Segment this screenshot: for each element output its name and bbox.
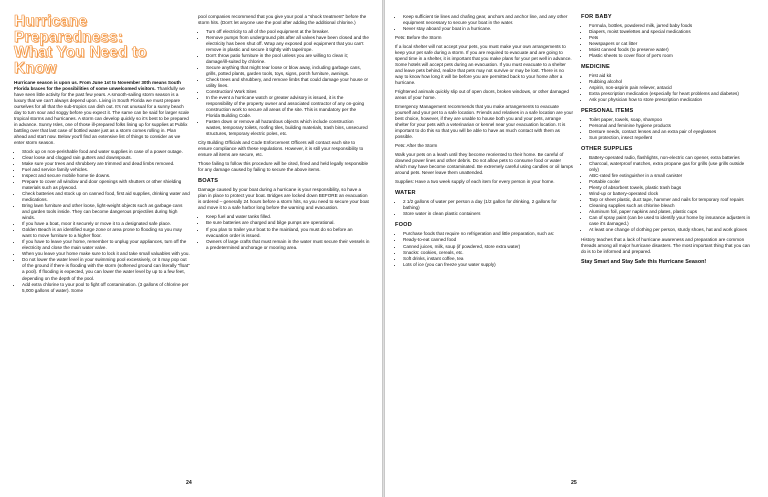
list-item: • Extra prescription medication (especially for heart problems and diabetes) (589, 91, 755, 97)
pets-paragraph-2: Frightened animals quickly slip out of open doors, broken windows, or other damaged areas of your home. (395, 89, 569, 101)
code-paragraph: City Building Officials and Code Enforcement Officers will contact each site to ensure compliance with these regulations. However, it is still your responsibility to ensure all items are secure, etc. (198, 140, 364, 158)
pets-after-paragraph: Walk your pets on a leash until they become reoriented to their home. Be careful of downed power lines and other debris. Do not allow pets to consume food or water which may have become contaminated. Be extremely careful using candles or oil lamps around pets. Never leave them unattended. (395, 152, 573, 176)
list-item: • Aspirin, non-aspirin pain reliever, antacid (589, 85, 755, 91)
left-column-1 (14, 14, 190, 297)
list-item: • Toilet paper, towels, soap, shampoo (589, 117, 755, 123)
list-item: • Clear loose and clogged rain gutters and downspouts. (22, 155, 190, 161)
list-item: • Pets (589, 35, 755, 41)
list-item: • Newspapers or cat litter (589, 41, 755, 47)
list-item: • Golden Beach is an identified surge zone or area prone to flooding so you may want to move furniture to a higher floor. (22, 227, 190, 239)
list-item: • Snacks: cookies, cereals, etc. (403, 250, 573, 256)
pets-paragraph-3: Emergency Management recommends that you make arrangements to evacuate yourself and your pet to a safe location. Friends and relatives in a safe location are your best choice, however, if they are unable to house both you and your pets, arrange shelter for your pets with a veterinarian or kennel near your evacuation location. It is important to do this so that you will be able to have as much contact with them as possible. (395, 104, 573, 140)
list-item: • Owners of large crafts that must remain in the water must secure their vessels in a predetermined anchorage or mooring area. (206, 239, 370, 251)
list-item: • Battery-operated radio, flashlights, non-electric can opener, extra batteries (589, 155, 755, 161)
intro-paragraph (14, 80, 190, 146)
list-item: • Construction/ Work Sites (206, 89, 370, 95)
list-item: • Personal and feminine hygiene products (589, 123, 755, 129)
list-item: • Never stay aboard your boat in a hurricane. (403, 26, 573, 32)
pool-list (198, 29, 370, 137)
list-item: • Be sure batteries are charged and bilge pumps are operational. (206, 220, 370, 226)
baby-heading: FOR BABY (581, 14, 612, 20)
list-item: • Plastic sheets to cover floor of pet's room (589, 53, 755, 59)
personal-items-list (581, 117, 755, 141)
list-item: • Keep fuel and water tanks filled. (206, 214, 370, 220)
medicine-heading: MEDICINE (581, 64, 610, 71)
list-item: • Ask your physician how to store prescription medication (589, 97, 755, 103)
list-item: • Lots of ice (you can freeze your water supply) (403, 262, 573, 268)
list-item: • If you have to leave your home, remember to unplug your appliances, turn off the electricity and close the main water valve. (22, 239, 190, 251)
left-page (0, 0, 382, 497)
intro-rest: Thankfully we have seen little activity for the past few years. A smooth-sailing storm season is a luxury that we can't always depend upon. Living in South Florida we must prepare ourselves for all that the sub-tropics can dish out. It's not unusual for a sunny beach day to turn sour and soggy before you expect it. The same can be said for larger scale tropical storms and hurricanes. A storm can develop quickly so it's best to be prepared in advance. Sunny Isles, one of those ill-prepared folks lining up for supplies at Publix battling over that last case of bottled water just as a storm comes rolling in. Plan ahead and start now. Below you'll find an extensive list of things to consider as we enter storm season. (14, 86, 190, 146)
citation-paragraph: Those failing to follow this procedure will be cited, fined and held legally responsible for any damage caused by failing to secure the above items. (198, 161, 369, 173)
list-item: • Rubbing alcohol (589, 79, 755, 85)
list-item: • Formula, bottles, powdered milk, jarred baby foods (589, 23, 755, 29)
list-item: • Keep sufficient tie lines and chafing gear, anchors and anchor line, and any other equipment necessary to secure your boat in the water. (403, 14, 573, 26)
list-item: • Prepare to cover all window and door openings with shutters or other shielding materials such as plywood. (22, 179, 190, 191)
other-supplies-heading: OTHER SUPPLIES (581, 146, 633, 153)
pets-after-heading: Pets: After the Storm (395, 143, 438, 149)
history-paragraph: History teaches that a lack of hurricane awareness and preparation are common threads among all major hurricane disasters. The most important thing that you can do is to be informed and prepared. (581, 236, 750, 254)
list-item: • Sun protection, insect repellent (589, 135, 755, 141)
list-item: • Inspect and secure mobile home tie downs. (22, 173, 190, 179)
page-number-right: 25 (571, 480, 577, 486)
list-item: • Fasten down or remove all hazardous objects which include construction wastes, temporary toilets, roofing tiles, building materials, trash bins, unsecured structures, temporary electric poles, etc. (206, 119, 370, 137)
list-item: • Secure anything that might tear loose or blow away, including garbage cans, grills, potted plants, garden tools, toys, signs, porch furniture, awnings. (206, 65, 370, 77)
list-item: • Cleaning supplies such as chlorine bleach (589, 203, 755, 209)
list-item: • Wind-up or battery-operated clock (589, 191, 755, 197)
list-item: • In the event a hurricane watch or greater advisory is issued, it is the responsibility of the property owner and associated contractor of any on-going construction work to secure all areas of the site. This is mandatory per the Florida Building Code. (206, 95, 370, 119)
pets-before-heading: Pets: Before the Storm (395, 35, 442, 41)
list-item: • Don't throw patio furniture in the pool unless you are willing to clean it; damage/ill-suited by chlorine. (206, 53, 370, 65)
list-item: • Charcoal, waterproof matches, extra propane gas for grills (use grills outside only) (589, 161, 755, 173)
boats-heading: BOATS (198, 178, 219, 185)
list-item: • Store water in clean plastic containers (403, 211, 573, 217)
list-item: • First aid kit (589, 73, 755, 79)
list-item: • Can of spray paint (can be used to identify your home by insurance adjusters in case it's damaged.) (589, 215, 755, 227)
list-item: • Make sure your trees and shrubbery are trimmed and dead limbs removed. (22, 161, 190, 167)
list-item: • Canned juices, milk, soup (if powdered, store extra water) (403, 244, 573, 250)
page-number-left: 24 (186, 480, 192, 486)
title-line-2: What You Need to Know (14, 44, 147, 77)
list-item: • Add extra chlorine to your pool to fight off contamination. (3 gallons of chlorine per 5,000 gallons of water). Some (22, 282, 190, 294)
pool-continued: pool companies recommend that you give your pool a "shock treatment" before the storm hits. (Don't let anyone use the pool after adding the additional chlorine.) (198, 14, 367, 26)
list-item: • Diapers, moist towelettes and special medications (589, 29, 755, 35)
closing-line: Stay Smart and Stay Safe this Hurricane Season! (581, 258, 707, 265)
pets-paragraph-1: If a local shelter will not accept your pets, you must make your own arrangements to keep your pet safe during a storm. If you are required to evacuate and are going to spend time in a shelter, it is important that you make plans for your pet well in advance. Some hotels will accept pets during an evacuation. If you must evacuate to a shelter and leave pets behind, realize that pets may not survive or may be lost. There is no way to know how long it will be before you are permitted back to your home after a hurricane. (395, 44, 572, 86)
intro-bold: Hurricane season is upon us. From June 1st to November 30th means South Florida braces for the possibilities of some unwelcomed visitors. (14, 80, 181, 92)
other-supplies-list (581, 155, 755, 233)
personal-items-heading: PERSONAL ITEMS (581, 108, 634, 115)
boats-paragraph: Damage caused by your boat during a hurricane is your responsibility, so have a plan in place to protect your boat. Bridges are locked down BEFORE an evacuation is ordered – generally 24 hours before a storm hits, so you need to secure your boat and move it to a safe harbor long before the warning and evacuation. (198, 187, 369, 211)
list-item: • ABC-rated fire extinguisher in a small canister (589, 173, 755, 179)
list-item: • Purchase foods that require no refrigeration and little preparation, such as: (403, 231, 573, 237)
right-column-1 (395, 14, 573, 271)
boat-gear-list (395, 14, 573, 32)
food-list (395, 231, 573, 267)
list-item: • Remove pumps from underground pits after all valves have been closed and the electricity has been shut off. Wrap any exposed pool equipment that you can't remove in plastic and secure it tightly with tape/rope. (206, 35, 370, 53)
medicine-list (581, 73, 755, 103)
boats-list (198, 214, 370, 250)
list-item: • At least one change of clothing per person, sturdy shoes, hat and work gloves (589, 227, 755, 233)
list-item: • Fuel and service family vehicles. (22, 167, 190, 173)
list-item: • Do not lower the water level in your swimming pool excessively, or it may pop out of the ground if there is flooding with the storm (softened ground can literally "float" a pool). If flooding is expected, you can lower the water level by up to a few feet, depending on the depth of the pool. (22, 257, 190, 281)
right-page (385, 0, 768, 497)
list-item: • 2 1/2 gallons of water per person a day (1/2 gallon for drinking, 2 gallons for bathing) (403, 199, 573, 211)
list-item: • Tarp or sheet plastic, duct tape, hammer and nails for temporary roof repairs (589, 197, 755, 203)
supplies-paragraph: Supplies: Have a two week supply of each item for every person in your home. (395, 179, 555, 185)
water-list (395, 199, 573, 217)
food-heading: FOOD (395, 222, 412, 229)
right-column-2 (581, 14, 755, 265)
list-item: • Turn off electricity to all of the pool equipment at the breaker. (206, 29, 370, 35)
list-item: • Check batteries and stock up on canned food, first aid supplies, drinking water and medications. (22, 191, 190, 203)
list-item: • Portable cooler (589, 179, 755, 185)
baby-list (581, 23, 755, 59)
list-item: • If you plan to trailer your boat to the mainland, you must do so before an evacuation order is issued. (206, 227, 370, 239)
list-item: • Denture needs, contact lenses and an extra pair of eyeglasses (589, 129, 755, 135)
list-item: • When you leave your home make sure to lock it and take small valuables with you. (22, 251, 190, 257)
list-item: • Ready-to-eat canned food (403, 237, 573, 243)
list-item: • If you have a boat, moor it securely or move it to a designated safe place. (22, 221, 190, 227)
list-item: • Aluminum foil, paper napkins and plates, plastic cups (589, 209, 755, 215)
list-item: • Bring lawn furniture and other loose, light-weight objects such as garbage cans and garden tools inside. They can become dangerous projectiles during high winds. (22, 203, 190, 221)
water-heading: WATER (395, 190, 416, 197)
list-item: • Stock up on non-perishable food and water supplies in case of a power outage. (22, 149, 190, 155)
list-item: • Check trees and shrubbery, and remove limbs that could damage your house or utility lines. (206, 77, 370, 89)
list-item: • Plenty of absorbent towels, plastic trash bags (589, 185, 755, 191)
prep-list (14, 149, 190, 293)
title-line-1: Hurricane Preparedness: (14, 13, 123, 46)
left-column-2 (198, 14, 370, 254)
list-item: • Soft drinks, instant coffee, tea (403, 256, 573, 262)
list-item: • Moist canned foods (to preserve water) (589, 47, 755, 53)
article-title (14, 14, 190, 76)
